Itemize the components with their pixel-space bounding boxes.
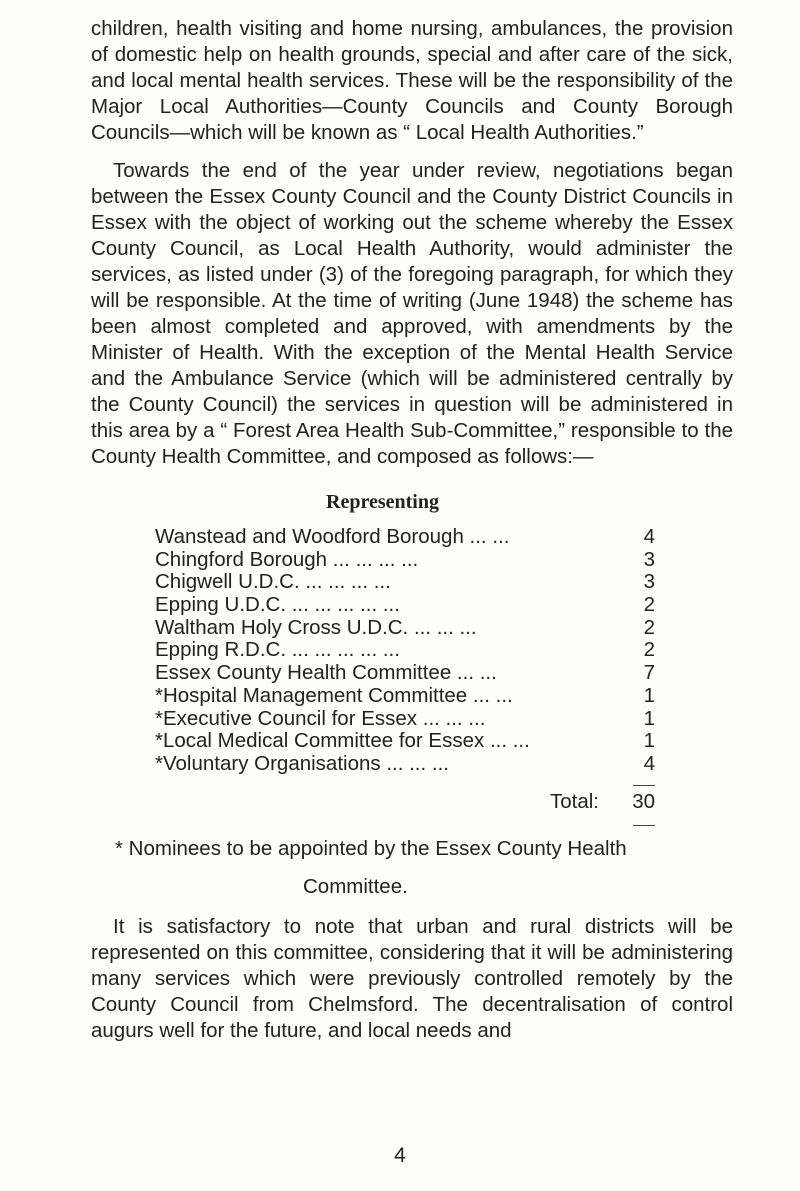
- table-row: [155, 708, 655, 731]
- row-value: 2: [643, 615, 655, 639]
- row-label: Epping U.D.C. ... ... ... ... ...: [155, 593, 400, 617]
- row-label: *Local Medical Committee for Essex ... ...: [155, 729, 530, 753]
- table-row: [155, 685, 655, 708]
- row-value: 1: [643, 683, 655, 707]
- paragraph-intro: children, health visiting and home nursing, ambulances, the provision of domestic help on health grounds, special and after care of the sick, and local mental health services. These will be the responsibility of the Major Local Authorities—County Councils and County Borough Councils—which will be known as “ Local Health Authorities.”: [91, 17, 733, 144]
- row-label: Essex County Health Committee ... ...: [155, 661, 497, 685]
- table-row: [155, 662, 655, 685]
- row-label: Wanstead and Woodford Borough ... ...: [155, 525, 510, 548]
- row-value: 1: [643, 706, 655, 730]
- table-row: [155, 571, 655, 594]
- row-value: 3: [643, 547, 655, 571]
- row-label: Chingford Borough ... ... ... ...: [155, 547, 419, 571]
- row-value: 1: [643, 729, 655, 753]
- table-row: [155, 526, 655, 549]
- row-label: Epping R.D.C. ... ... ... ... ...: [155, 638, 400, 662]
- representation-table: [155, 526, 655, 836]
- total-rule-bottom: [155, 814, 655, 836]
- row-value: 4: [643, 751, 655, 775]
- footnote-line-1: * Nominees to be appointed by the Essex County Health: [115, 836, 627, 860]
- paragraph-negotiations: Towards the end of the year under review, negotiations began between the Essex County Council and the County District Councils in Essex with the object of working out the scheme whereby the Essex County Council, as Local Health Authority, would administer the services, as listed under (3) of the foregoing paragraph, for which they will be responsible. At the time of writing (June 1948) the scheme has been almost completed and approved, with amendments by the Minister of Health. With the exception of the Mental Health Service and the Ambulance Service (which will be administered centrally by the County Council) the services in question will be administered in this area by a “ Forest Area Health Sub-Committee,” responsible to the County Health Committee, and composed as follows:—: [91, 159, 733, 468]
- row-value: 7: [643, 661, 655, 685]
- row-value: 3: [643, 570, 655, 594]
- row-value: 2: [643, 593, 655, 617]
- table-row: [155, 594, 655, 617]
- table-heading: Representing: [326, 491, 439, 513]
- table-row: [155, 549, 655, 572]
- paragraph-conclusion: It is satisfactory to note that urban and rural districts will be represented on this committee, considering that it will be administering many services which were previously controlled remotely by the County Council from Chelmsford. The decentralisation of control augurs well for the future, and local needs and: [91, 914, 733, 1042]
- row-label: Chigwell U.D.C. ... ... ... ...: [155, 570, 391, 594]
- table-row: [155, 753, 655, 776]
- row-value: 2: [643, 638, 655, 662]
- total-label: Total:: [550, 789, 599, 813]
- footnote-line-2: Committee.: [303, 874, 408, 898]
- row-label: *Voluntary Organisations ... ... ...: [155, 751, 449, 775]
- total-row: [155, 790, 655, 814]
- table-row: [155, 639, 655, 662]
- page-number: 4: [394, 1144, 406, 1167]
- total-rule-top: [155, 776, 655, 790]
- total-value: 30: [632, 789, 655, 813]
- table-row: [155, 617, 655, 640]
- row-label: *Executive Council for Essex ... ... ...: [155, 706, 486, 730]
- row-label: *Hospital Management Committee ... ...: [155, 683, 513, 707]
- row-value: 4: [643, 525, 655, 548]
- table-row: [155, 730, 655, 753]
- row-label: Waltham Holy Cross U.D.C. ... ... ...: [155, 615, 477, 639]
- document-page: [91, 16, 733, 1044]
